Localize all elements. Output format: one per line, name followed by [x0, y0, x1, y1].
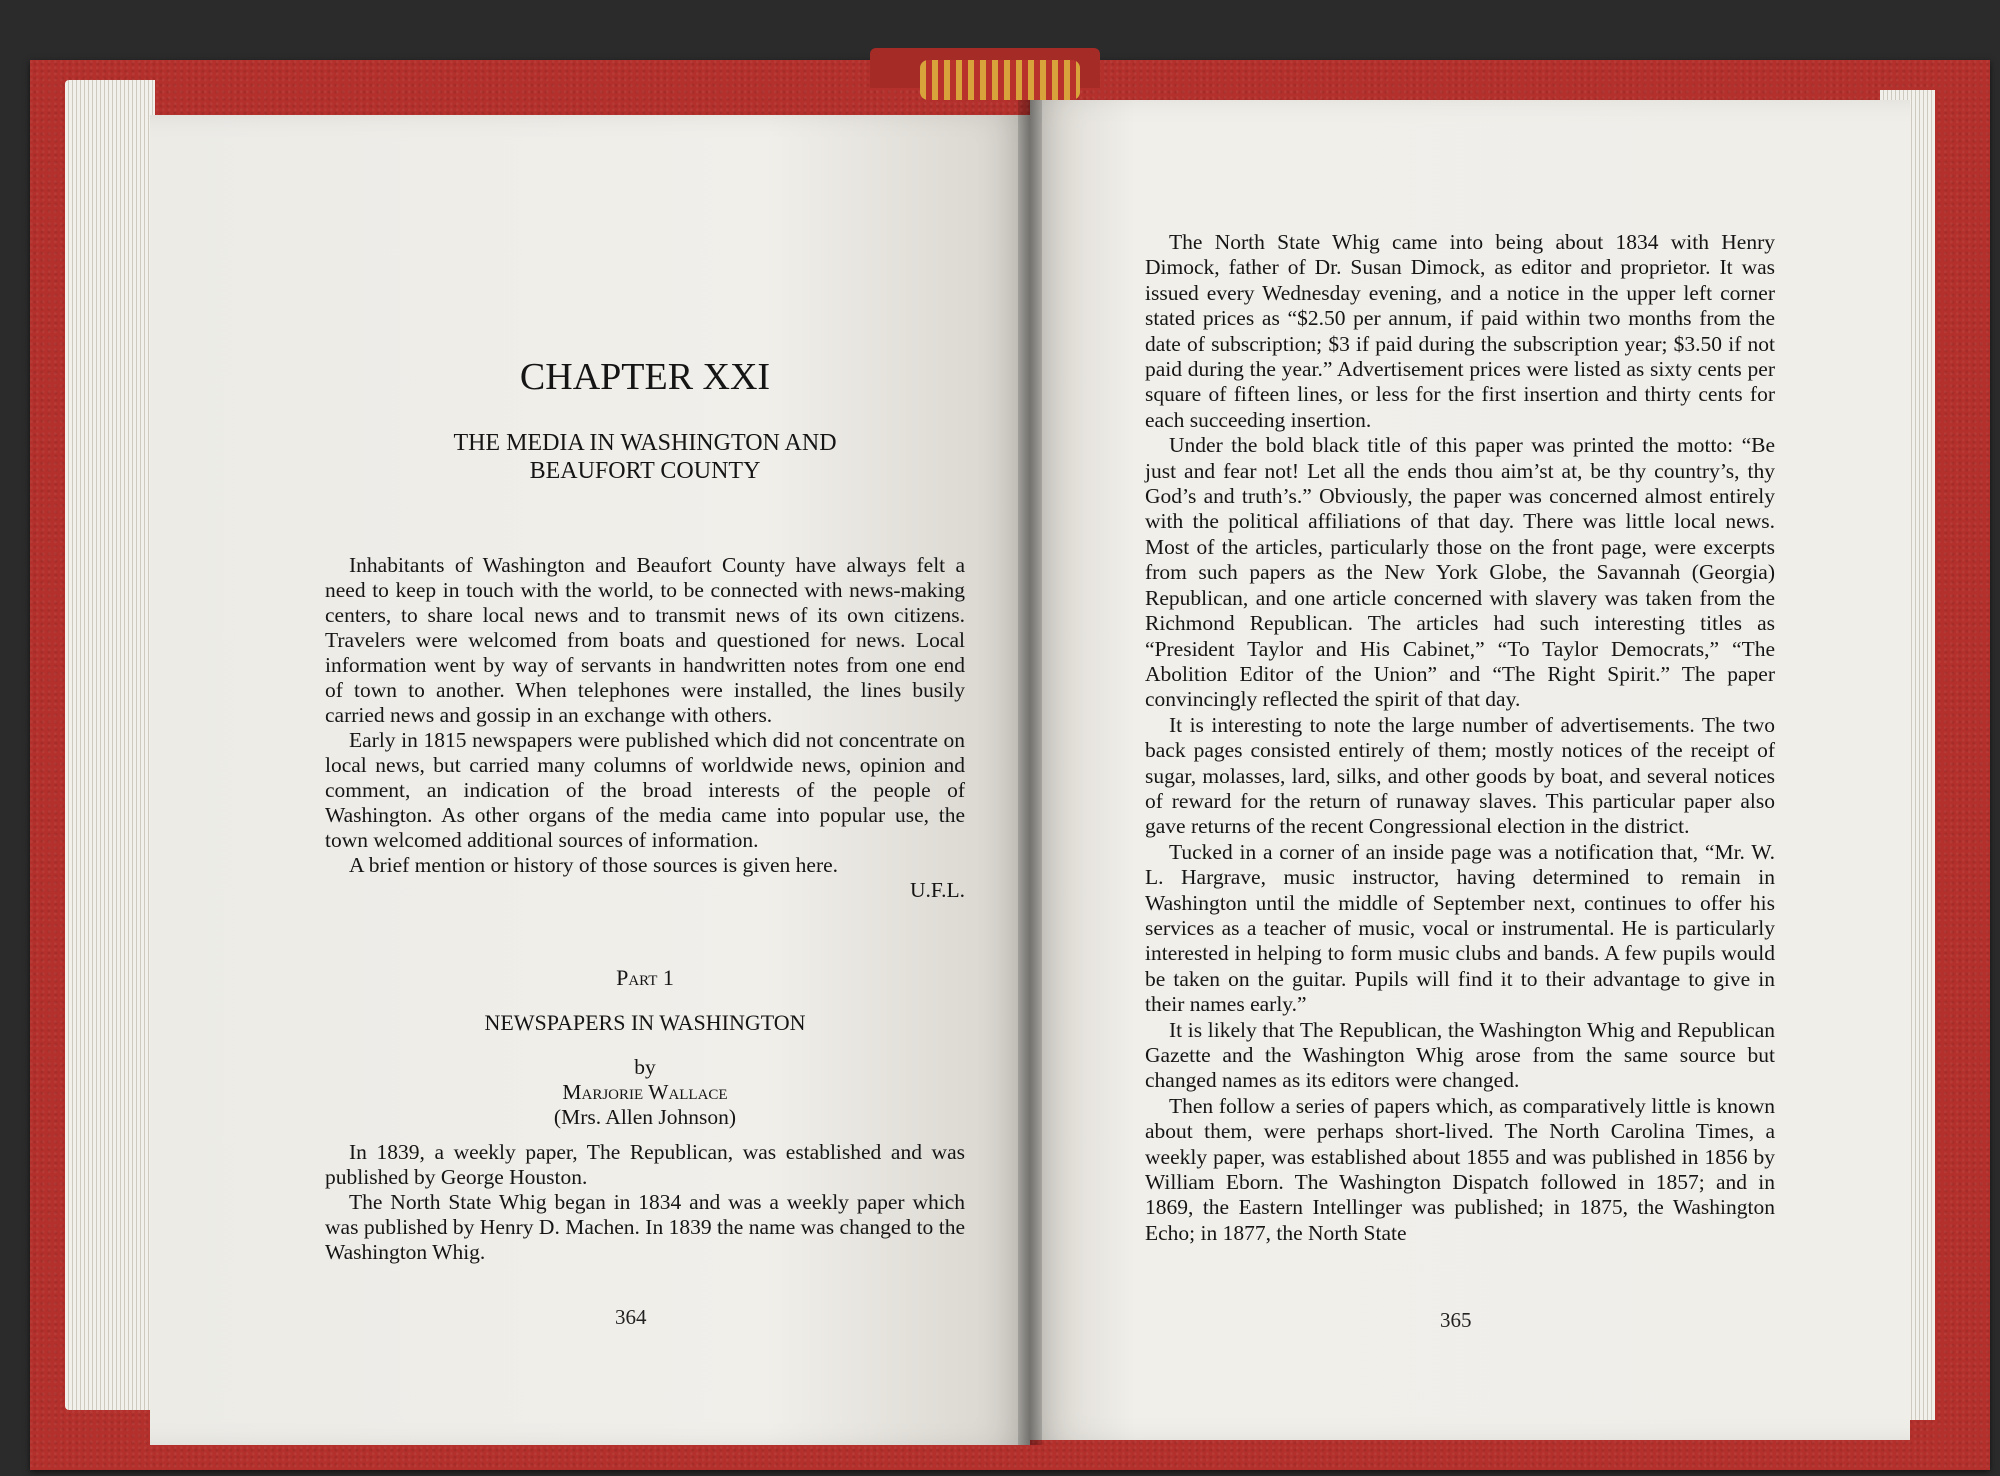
body-paragraph-1: In 1839, a weekly paper, The Republican, was established and was published by George Houston.	[325, 1140, 965, 1189]
right-paragraph-6: Then follow a series of papers which, as comparatively little is known about them, were perhaps short-lived. The North Carolina Times, a weekly paper, was established about 1855 and was published in 1856 by William Eborn. The Washington Dispatch followed in 1857; and in 1869, the Eastern Intellinger was published; in 1875, the Washington Echo; in 1877, the North State	[1145, 1093, 1775, 1245]
chapter-title: CHAPTER XXI	[519, 356, 771, 398]
author-name: Marjorie Wallace	[562, 1080, 728, 1104]
headband	[920, 60, 1080, 100]
right-paragraph-1: The North State Whig came into being about 1834 with Henry Dimock, father of Dr. Susan Dimock, as editor and proprietor. It was issued every Wednesday evening, and a notice in the upper left corner stated prices as “$2.50 per annum, if paid within two months from the date of subscription; $3 if paid during the subscription year; $3.50 if not paid during the year.” Advertisement prices were listed as sixty cents per square of fifteen lines, or less for the first insertion and thirty cents for each succeeding insertion.	[1145, 230, 1775, 432]
part-label: Part 1	[616, 965, 674, 990]
section-heading: NEWSPAPERS IN WASHINGTON	[484, 1010, 806, 1035]
book-gutter	[1018, 100, 1042, 1445]
chapter-heading-line1: THE MEDIA IN WASHINGTON AND	[453, 430, 837, 456]
chapter-heading-line2: BEAUFORT COUNTY	[529, 458, 761, 484]
right-page-number: 365	[1440, 1308, 1472, 1332]
author-alt-name: (Mrs. Allen Johnson)	[553, 1105, 737, 1129]
left-page-number: 364	[615, 1305, 647, 1329]
right-page-text	[1145, 230, 1775, 1246]
right-paragraph-4: Tucked in a corner of an inside page was a notification that, “Mr. W. L. Hargrave, music instructor, having determined to remain in Washington until the middle of September next, continues to offer his services as a teacher of music, vocal or instrumental. He is particularly interested in helping to form music clubs and bands. A few pupils would be taken on the guitar. Pupils will find it to their advantage to give in their names early.”	[1145, 839, 1775, 1017]
right-paragraph-3: It is interesting to note the large number of advertisements. The two back pages consisted entirely of them; mostly notices of the receipt of sugar, molasses, lard, silks, and other goods by boat, and several notices of reward for the return of runaway slaves. This particular paper also gave returns of the recent Congressional election in the district.	[1145, 712, 1775, 839]
body-paragraph-2: The North State Whig began in 1834 and was a weekly paper which was published by Henry D. Machen. In 1839 the name was changed to the Washington Whig.	[325, 1190, 965, 1264]
intro-paragraph-2: Early in 1815 newspapers were published which did not concentrate on local news, but carried many columns of worldwide news, opinion and comment, an indication of the broad interests of the people of Washington. As other organs of the media came into popular use, the town welcomed additional sources of information.	[325, 728, 965, 852]
left-page-text	[325, 355, 965, 1265]
page-edges-left	[65, 80, 155, 1410]
byline-by: by	[634, 1055, 656, 1079]
chapter-heading	[325, 429, 965, 485]
author-initials: U.F.L.	[909, 878, 965, 902]
right-paragraph-5: It is likely that The Republican, the Washington Whig and Republican Gazette and the Washington Whig arose from the same source but changed names as its editors were changed.	[1145, 1017, 1775, 1093]
intro-paragraph-3: A brief mention or history of those sources is given here.	[349, 853, 839, 877]
right-paragraph-2: Under the bold black title of this paper was printed the motto: “Be just and fear not! Let all the ends thou aim’st at, be thy country’s, thy God’s and truth’s.” Obviously, the paper was concerned almost entirely with the political affiliations of that day. There was little local news. Most of the articles, particularly those on the front page, were excerpts from such papers as the New York Globe, the Savannah (Georgia) Republican, and one article concerned with slavery was taken from the Richmond Republican. The articles had such interesting titles as “President Taylor and His Cabinet,” “To Taylor Democrats,” “The Abolition Editor of the Union” and “The Right Spirit.” The paper convincingly reflected the spirit of that day.	[1145, 433, 1775, 712]
intro-paragraph-1: Inhabitants of Washington and Beaufort County have always felt a need to keep in touch with the world, to be connected with news-making centers, to share local news and to transmit news of its own citizens. Travelers were welcomed from boats and questioned for news. Local information went by way of servants in handwritten notes from one end of town to another. When telephones were installed, the lines busily carried news and gossip in an exchange with others.	[325, 553, 965, 727]
